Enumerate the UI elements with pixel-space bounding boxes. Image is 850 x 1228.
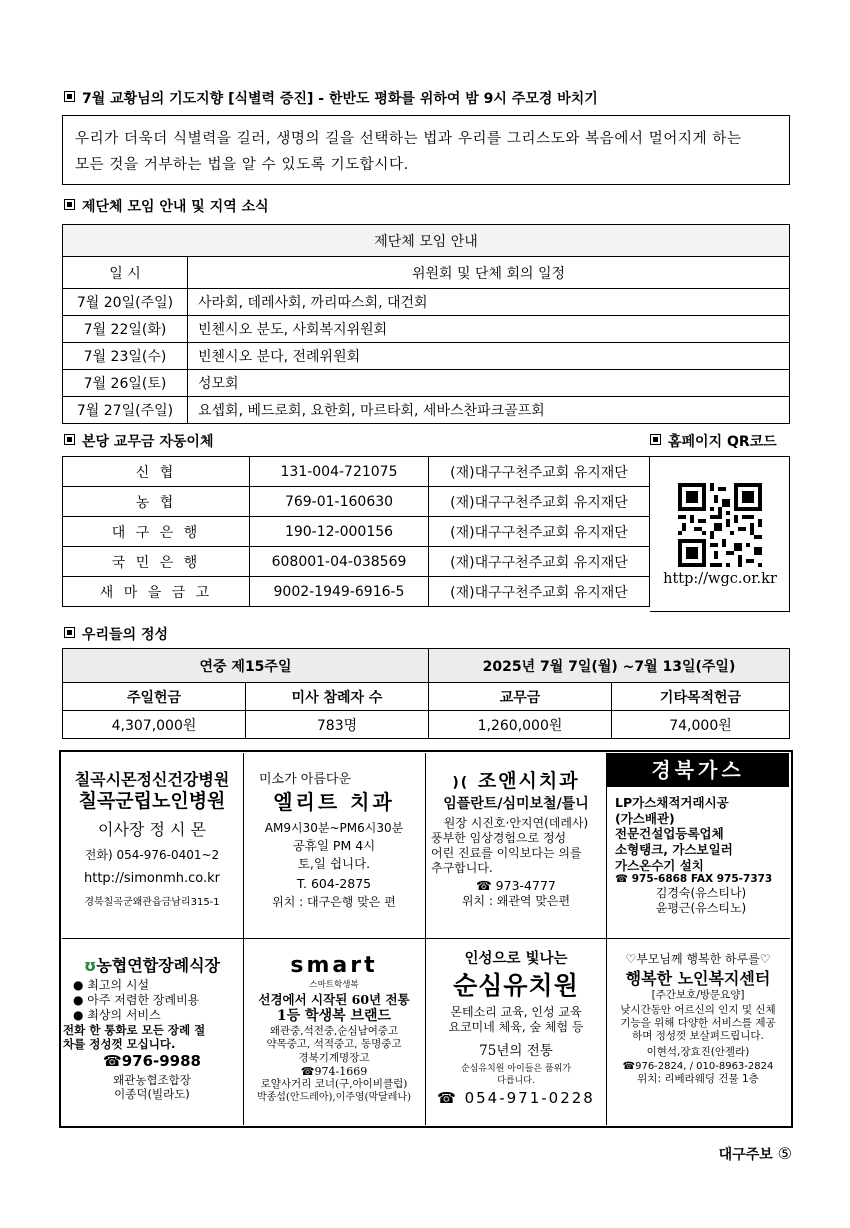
offering-value: 783명 (246, 711, 429, 739)
meeting-date: 7월 22일(화) (63, 316, 188, 343)
offering-value: 74,000원 (612, 711, 790, 739)
ad-kindergarten (427, 950, 605, 1122)
kinder-desc-1: 몬테소리 교육, 인성 교육 (450, 1005, 582, 1020)
welfare-name: 행복한 노인복지센터 (625, 969, 771, 988)
dental-location: 위치 : 대구은행 맞은 편 (272, 895, 396, 910)
ad-dental (245, 772, 423, 937)
smart-location: 로얄사거리 코너(구,아이비클럽) (260, 1078, 408, 1091)
bank-account: 608001-04-038569 (250, 547, 429, 577)
meetings-heading: 제단체 모임 안내 및 지역 소식 (64, 196, 269, 216)
funeral-desc-1: 전화 한 통화로 모든 장례 절 (63, 1023, 206, 1037)
gas-line-3: 전문건설업등록업체 (615, 826, 724, 842)
meeting-items: 성모회 (188, 370, 790, 397)
funeral-phone: ☎976-9988 (103, 1051, 201, 1070)
smart-schools-1: 왜관중,석전중,순심남여중고 (269, 1025, 399, 1038)
bank-holder: (재)대구구천주교회 유지재단 (429, 457, 650, 487)
cho-desc-2: 어린 진료를 이익보다는 의를 (431, 846, 582, 861)
bank-name: 대 구 은 행 (63, 517, 250, 547)
ad-smart (245, 952, 423, 1124)
welfare-location: 위치: 리베라웨딩 건물 1층 (637, 1073, 759, 1086)
smart-logo: smart (290, 953, 378, 978)
col-date: 일 시 (63, 257, 188, 289)
smart-schools-3: 경북기계명장고 (298, 1051, 370, 1064)
meeting-date: 7월 26일(토) (63, 370, 188, 397)
page-number: ⑤ (777, 1144, 792, 1163)
bank-holder: (재)대구구천주교회 유지재단 (429, 517, 650, 547)
smart-schools-2: 약목중고, 석적중고, 동명중고 (266, 1038, 402, 1051)
funeral-item-2: 아주 저렴한 장례비용 (87, 993, 200, 1007)
meeting-date: 7월 23일(수) (63, 343, 188, 370)
meeting-items: 빈첸시오 분도, 사회복지위원회 (188, 316, 790, 343)
dental-hours: AM9시30분~PM6시30분 (264, 821, 404, 836)
offering-header: 미사 참례자 수 (246, 683, 429, 711)
smart-slogan: 선경에서 시작된 60년 전통 (258, 992, 410, 1008)
gas-line-5: 가스온수기 설치 (615, 857, 704, 873)
kinder-tradition: 75년의 전통 (479, 1043, 553, 1060)
ad-hospital (63, 770, 241, 935)
smart-owner: 박종섭(안드레아),이주영(막달레나) (256, 1091, 412, 1103)
gas-line-2: (가스배관) (615, 810, 675, 826)
smart-logo-sub: 스마트학생복 (309, 979, 359, 990)
footer (719, 1144, 792, 1164)
funeral-coop: 왜관농협조합장 (113, 1072, 191, 1087)
funeral-item-3: 최상의 서비스 (87, 1008, 161, 1022)
cho-sub: 임플란트/심미보철/틀니 (443, 795, 589, 812)
welfare-phone: ☎976-2824, / 010-8963-2824 (622, 1060, 774, 1072)
kinder-note-1: 순심유치원 아이들은 품위가 (460, 1064, 572, 1075)
gas-line-4: 소형탱크, 가스보일러 (615, 841, 733, 857)
bank-holder: (재)대구구천주교회 유지재단 (429, 577, 650, 607)
bank-account: 769-01-160630 (250, 487, 429, 517)
kinder-tagline: 인성으로 빛나는 (464, 951, 568, 967)
hospital-phone: 전화) 054-976-0401~2 (84, 847, 220, 862)
meeting-date: 7월 27일(주일) (63, 397, 188, 424)
dental-tagline: 미소가 아름다운 (259, 772, 352, 787)
kinder-desc-2: 요코미네 체육, 숲 체험 등 (448, 1020, 584, 1035)
bank-name: 농 협 (63, 487, 250, 517)
gas-person-1: 김경숙(유스티나) (655, 886, 747, 901)
gas-line-1: LP가스채적거래시공 (615, 795, 729, 810)
bank-name: 새 마 을 금 고 (63, 577, 250, 607)
prayer-text-2: 모든 것을 거부하는 법을 알 수 있도록 기도합시다. (75, 157, 409, 173)
meetings-table-title: 제단체 모임 안내 (63, 225, 790, 257)
prayer-box (62, 115, 790, 185)
meeting-items: 빈첸시오 분다, 전례위원회 (188, 343, 790, 370)
cho-phone: ☎ 973-4777 (476, 878, 556, 894)
offering-header: 교무금 (429, 683, 612, 711)
welfare-tagline: ♡부모님께 행복한 하루를♡ (625, 952, 771, 966)
welfare-desc-1: 낮시간동안 어르신의 인지 및 신체 (620, 1004, 776, 1017)
qr-box (650, 456, 790, 612)
footer-text: 대구주보 (718, 1147, 773, 1163)
qr-code-icon[interactable] (678, 483, 762, 567)
hospital-name-2: 칠곡군립노인병원 (78, 790, 226, 812)
offering-week: 연중 제15주일 (63, 649, 429, 683)
funeral-desc-2: 차를 정성껏 모십니다. (63, 1037, 176, 1052)
prayer-heading: 7월 교황님의 기도지향 [식별력 증진] - 한반도 평화를 위하여 밤 9시 주모경 바치기 (64, 88, 598, 108)
funeral-manager: 이종덕(빌라도) (114, 1086, 190, 1101)
gas-person-2: 윤평근(유스티노) (655, 901, 747, 916)
tooth-icon: )( (452, 775, 470, 791)
qr-heading: 홈페이지 QR코드 (650, 431, 777, 451)
offering-period: 2025년 7월 7일(월) ~7월 13일(주일) (429, 649, 790, 683)
banking-heading: 본당 교무금 자동이체 (64, 431, 213, 451)
offering-header: 기타목적헌금 (612, 683, 790, 711)
dental-name: 엘리트 치과 (273, 790, 395, 815)
gas-name: 경북가스 (607, 753, 789, 787)
bank-account: 190-12-000156 (250, 517, 429, 547)
gas-phone: ☎ 975-6868 FAX 975-7373 (615, 873, 773, 886)
hospital-address: 경북칠곡군왜관읍금남리315-1 (84, 897, 220, 908)
kinder-note-2: 다릅니다. (497, 1075, 535, 1086)
square-bullet-icon (64, 199, 75, 210)
cho-desc-3: 추구합니다. (431, 861, 493, 876)
meeting-items: 요셉회, 베드로회, 요한회, 마르타회, 세바스찬파크골프회 (188, 397, 790, 424)
ad-gas (609, 795, 787, 935)
welfare-people: 이현석,장효진(안젤라) (646, 1045, 750, 1058)
bank-name: 국 민 은 행 (63, 547, 250, 577)
bank-holder: (재)대구구천주교회 유지재단 (429, 547, 650, 577)
col-schedule: 위원회 및 단체 회의 일정 (188, 257, 790, 289)
welfare-type: [주간보호/방문요양] (651, 989, 745, 1001)
smart-rank: 1등 학생복 브랜드 (276, 1007, 392, 1024)
hospital-url[interactable]: http://simonmh.co.kr (84, 870, 220, 886)
cho-desc-1: 풍부한 임상경험으로 정성 (431, 831, 567, 846)
offering-header: 주일헌금 (63, 683, 246, 711)
meeting-date: 7월 20일(주일) (63, 289, 188, 316)
offerings-heading: 우리들의 정성 (64, 624, 168, 644)
ad-funeral: ʊ농협연합장례식장 ● 최고의 시설 ● 아주 저렴한 장례비용 ● 최상의 서비스 전화 한 통화로 모든 장례 절 차를 정성껏 모십니다. ☎976-9988 왜관농협조합장 이종덕(빌라도) (63, 956, 241, 1124)
offering-value: 1,260,000원 (429, 711, 612, 739)
square-bullet-icon (64, 627, 75, 638)
smart-phone: ☎974-1669 (300, 1064, 368, 1078)
offerings-table (62, 648, 790, 739)
dental-closed: 토,일 쉽니다. (297, 855, 371, 871)
kinder-name: 순심유치원 (453, 971, 579, 1001)
kinder-phone: ☎ 054-971-0228 (437, 1088, 595, 1107)
welfare-desc-2: 기능을 위해 다양한 서비스를 제공 (620, 1017, 776, 1030)
bank-name: 신 협 (63, 457, 250, 487)
bank-account: 9002-1949-6916-5 (250, 577, 429, 607)
hospital-director: 이사장 정 시 몬 (98, 819, 206, 839)
prayer-text-1: 우리가 더욱더 식별력을 길러, 생명의 길을 선택하는 법과 우리를 그리스도와 복음에서 멀어지게 하는 (75, 131, 742, 147)
ad-cho-dental (427, 770, 605, 935)
cho-name: 조앤시치과 (477, 770, 580, 792)
square-bullet-icon (64, 434, 75, 445)
bank-account: 131-004-721075 (250, 457, 429, 487)
banking-table (62, 456, 650, 607)
cho-doctors: 원장 시진호·안지연(데레사) (443, 816, 589, 831)
homepage-url[interactable]: http://wgc.or.kr (663, 571, 777, 587)
nh-logo-icon: ʊ (83, 956, 97, 975)
hospital-name-1: 칠곡시몬정신건강병원 (74, 770, 230, 789)
ad-welfare (608, 952, 788, 1122)
meetings-table (62, 224, 790, 424)
funeral-name: 농협연합장례식장 (96, 956, 220, 975)
square-bullet-icon (64, 91, 75, 102)
square-bullet-icon (650, 434, 661, 445)
cho-location: 위치 : 왜관역 맞은편 (461, 893, 571, 908)
funeral-item-1: 최고의 시설 (87, 978, 150, 992)
dental-phone: T. 604-2875 (296, 875, 372, 891)
welfare-desc-3: 하며 정성껏 보살펴드립니다. (632, 1030, 764, 1043)
dental-lunch: 공휴일 PM 4시 (292, 838, 376, 854)
bank-holder: (재)대구구천주교회 유지재단 (429, 487, 650, 517)
offering-value: 4,307,000원 (63, 711, 246, 739)
meeting-items: 사라회, 데레사회, 까리따스회, 대건회 (188, 289, 790, 316)
